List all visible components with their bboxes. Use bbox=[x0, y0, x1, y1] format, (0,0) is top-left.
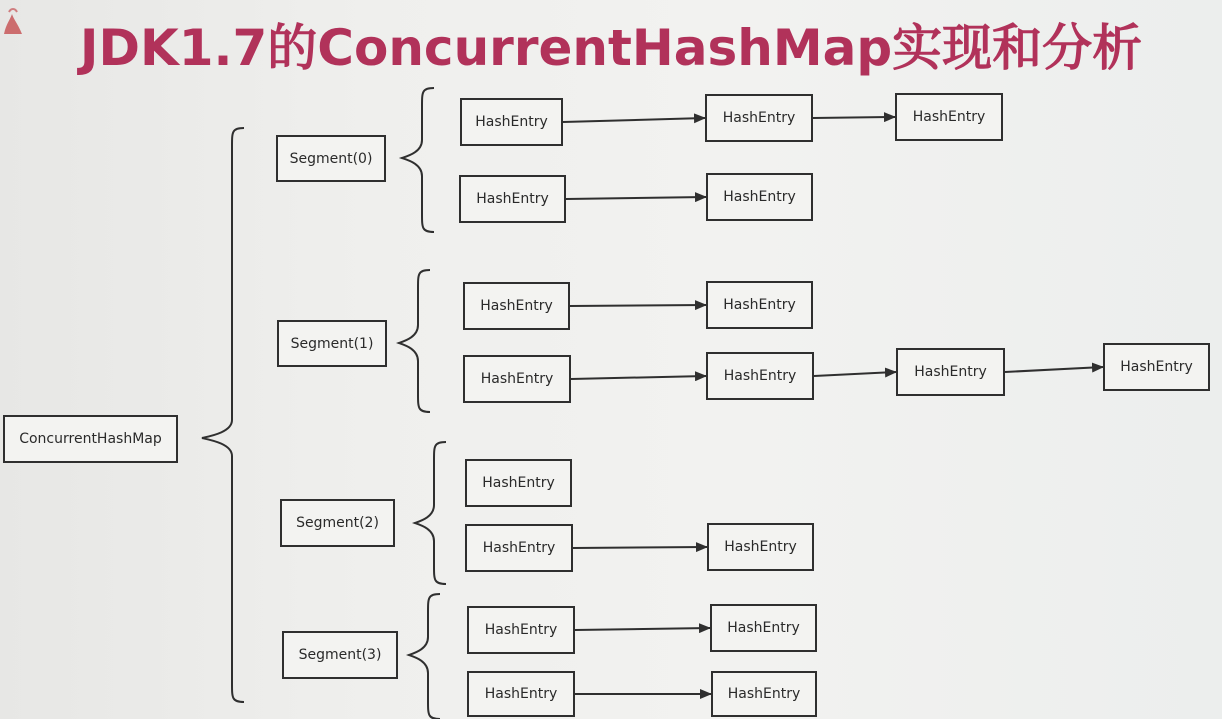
arrow-s3-c0-e0 bbox=[575, 628, 710, 630]
page-title: JDK1.7的ConcurrentHashMap实现和分析 bbox=[79, 19, 1143, 77]
segment-1-brace bbox=[399, 270, 430, 412]
hash-entry-s2-c0-e0: HashEntry bbox=[465, 459, 572, 507]
arrow-s1-c1-e0 bbox=[571, 376, 706, 379]
hash-entry-s1-c1-e2: HashEntry bbox=[896, 348, 1005, 396]
arrow-s1-c1-e1 bbox=[814, 372, 896, 376]
hash-entry-s0-c1-e1: HashEntry bbox=[706, 173, 813, 221]
arrow-s0-c0-e1 bbox=[813, 117, 895, 118]
hash-entry-s0-c1-e0: HashEntry bbox=[459, 175, 566, 223]
arrow-s0-c0-e0 bbox=[563, 118, 705, 122]
hash-entry-s3-c1-e1: HashEntry bbox=[711, 671, 817, 717]
arrow-s1-c1-e2 bbox=[1005, 367, 1103, 372]
arrow-s2-c1-e0 bbox=[573, 547, 707, 548]
segment-3-node: Segment(3) bbox=[282, 631, 398, 679]
hash-entry-s1-c1-e3: HashEntry bbox=[1103, 343, 1210, 391]
hash-entry-s3-c0-e1: HashEntry bbox=[710, 604, 817, 652]
arrow-s1-c0-e0 bbox=[570, 305, 706, 306]
concurrent-hashmap-node: ConcurrentHashMap bbox=[3, 415, 178, 463]
hash-entry-s2-c1-e1: HashEntry bbox=[707, 523, 814, 571]
arrow-s0-c1-e0 bbox=[566, 197, 706, 199]
segment-2-brace bbox=[415, 442, 446, 584]
hash-entry-s1-c1-e1: HashEntry bbox=[706, 352, 814, 400]
hash-entry-s0-c0-e1: HashEntry bbox=[705, 94, 813, 142]
root-brace bbox=[202, 128, 244, 702]
segment-0-node: Segment(0) bbox=[276, 135, 386, 182]
hash-entry-s2-c1-e0: HashEntry bbox=[465, 524, 573, 572]
hash-entry-s1-c0-e0: HashEntry bbox=[463, 282, 570, 330]
hash-entry-s3-c0-e0: HashEntry bbox=[467, 606, 575, 654]
segment-1-node: Segment(1) bbox=[277, 320, 387, 367]
segment-0-brace bbox=[402, 88, 434, 232]
hash-entry-s3-c1-e0: HashEntry bbox=[467, 671, 575, 717]
segment-2-node: Segment(2) bbox=[280, 499, 395, 547]
segment-3-brace bbox=[409, 594, 440, 719]
hash-entry-s0-c0-e2: HashEntry bbox=[895, 93, 1003, 141]
hash-entry-s1-c0-e1: HashEntry bbox=[706, 281, 813, 329]
hash-entry-s1-c1-e0: HashEntry bbox=[463, 355, 571, 403]
watermark-logo-icon bbox=[0, 0, 26, 36]
hash-entry-s0-c0-e0: HashEntry bbox=[460, 98, 563, 146]
